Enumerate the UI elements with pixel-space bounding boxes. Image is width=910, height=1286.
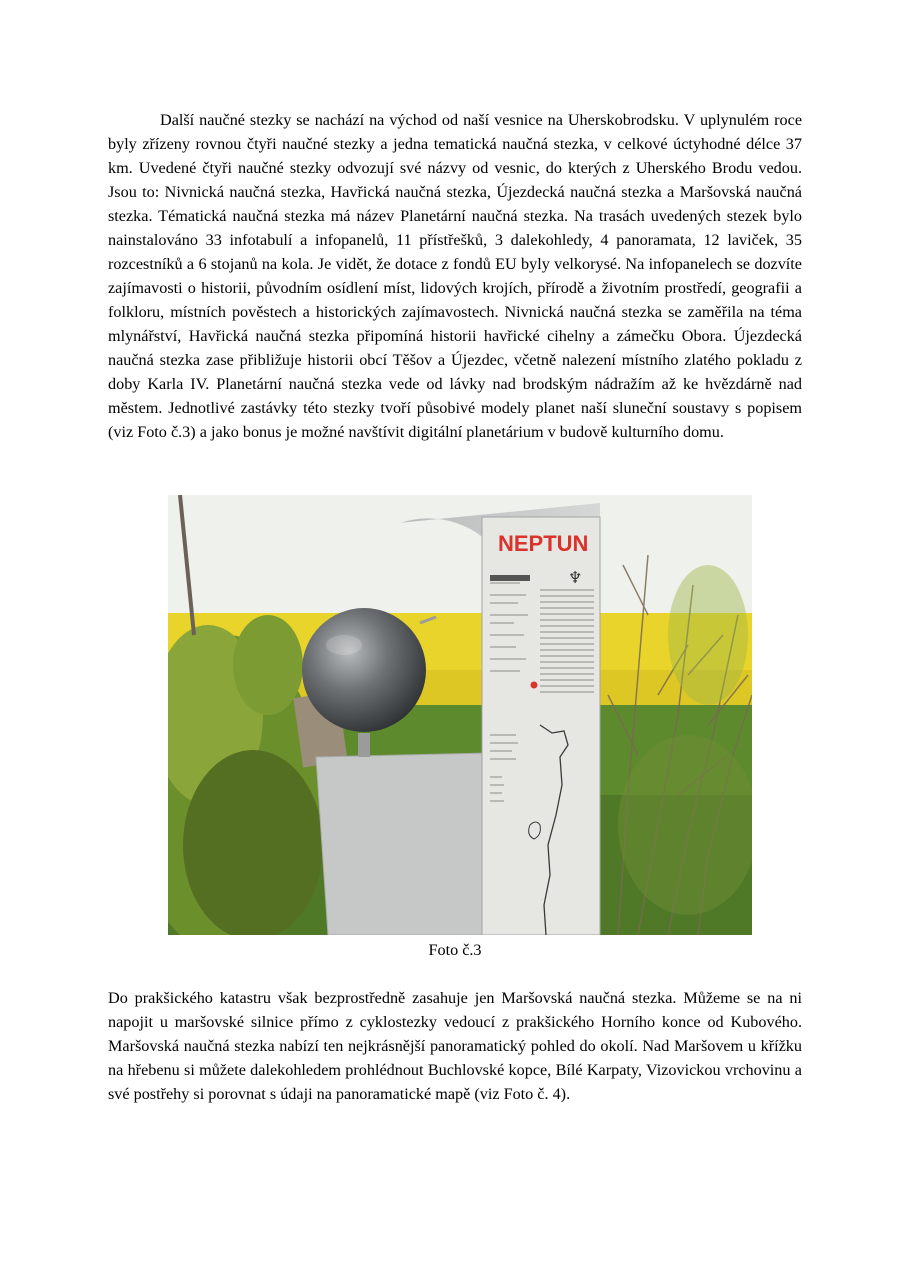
paragraph-marsov: Do prakšického katastru však bezprostředně zasahuje jen Maršovská naučná stezka. Můžeme se na ni napojit u maršovské silnice přímo z cyklostezky vedoucí z prakšického Horního konce od Kubového. Maršovská naučná stezka nabízí ten nejkrásnější panoramatický pohled do okolí. Nad Maršovem u křížku na hřebenu si můžete dalekohledem prohlédnout Buchlovské kopce, Bílé Karpaty, Vizovickou vrchovinu a své postřehy si porovnat s údaji na panoramatické mapě (viz Foto č. 4). [108, 989, 802, 1103]
sign-base-plate [316, 753, 490, 935]
neptune-sign-photo [168, 495, 752, 935]
neptune-sphere [302, 608, 426, 732]
you-are-here-dot [531, 682, 538, 689]
sign-title: NEPTUN [498, 531, 589, 556]
paragraph-intro: Další naučné stezky se nachází na východ od naší vesnice na Uherskobrodsku. V uplynulém roce byly zřízeny rovnou čtyři naučné stezky a jedna tematická naučná stezka, v celkové úctyhodné délce 37 km. Uvedené čtyři naučné stezky odvozují své názvy od vesnic, do kterých z Uherského Brodu vedou. Jsou to: Nivnická naučná stezka, Havřická naučná stezka, Újezdecká naučná stezka a Maršovská naučná stezka. Tématická naučná stezka má název Planetární naučná stezka. Na trasách uvedených stezek bylo nainstalováno 33 infotabulí a infopanelů, 11 přístřešků, 3 dalekohledy, 4 panoramata, 12 laviček, 35 rozcestníků a 6 stojanů na kola. Je vidět, že dotace z fondů EU byly velkorysé. Na infopanelech se dozvíte zajímavosti o historii, původním osídlení míst, lidových krojích, přírodě a životním prostředí, geografii a folkloru, místních pověstech a historických zajímavostech. Nivnická naučná stezka se zaměřila na téma mlynářství, Havřická naučná stezka připomíná historii havřické cihelny a zámečku Obora. Újezdecká naučná stezka zase přibližuje historii obcí Těšov a Újezdec, včetně nalezení místního zlatého pokladu z doby Karla IV. Planetární naučná stezka vede od lávky nad brodským nádražím až ke hvězdárně nad městem. Jednotlivé zastávky této stezky tvoří působivé modely planet naší sluneční soustavy s popisem (viz Foto č.3) a jako bonus je možné navštívit digitální planetárium v budově kulturního domu. [108, 111, 802, 441]
neptune-symbol-icon: ♆ [568, 568, 583, 587]
photo-caption: Foto č.3 [428, 941, 482, 959]
